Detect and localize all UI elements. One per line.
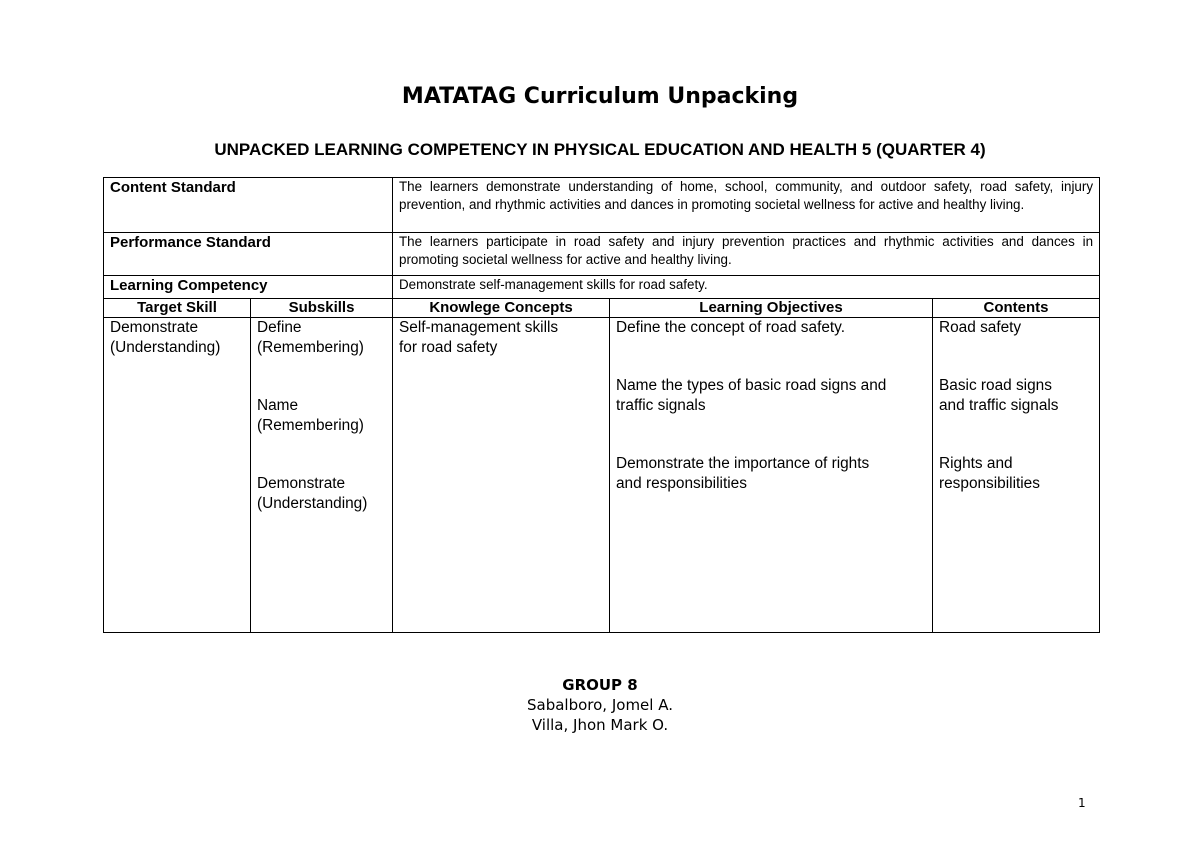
content-item: Rights and responsibilities [939,455,1040,492]
target-skill: Demonstrate (Understanding) [110,319,221,356]
header-contents: Contents [933,299,1100,318]
subskill-item: Define (Remembering) [257,319,364,356]
group-block [0,675,1200,735]
document-subtitle: UNPACKED LEARNING COMPETENCY IN PHYSICAL EDUCATION AND HEALTH 5 (QUARTER 4) [214,140,986,159]
contents-cell [933,318,1100,633]
subskill-item: Demonstrate (Understanding) [257,475,368,512]
content-standard-value: The learners demonstrate understanding of home, school, community, and outdoor safety, road safety, injury prevention, and rhythmic activities and dances in promoting societal wellness for active and healthy living. [393,178,1100,233]
content-item: Road safety [939,319,1022,336]
performance-standard-row [104,233,1100,276]
group-name: GROUP 8 [562,676,638,694]
learning-competency-label: Learning Competency [104,276,393,299]
header-knowledge-concepts: Knowlege Concepts [393,299,610,318]
page-number: 1 [1078,796,1086,810]
competency-table [103,177,1100,633]
content-item: Basic road signs and traffic signals [939,377,1059,414]
learning-competency-row [104,276,1100,299]
document-title: MATATAG Curriculum Unpacking [401,84,799,109]
learning-objective: Define the concept of road safety. [616,319,846,336]
group-member: Villa, Jhon Mark O. [531,716,669,734]
performance-standard-label: Performance Standard [104,233,393,276]
learning-objectives-cell [610,318,933,633]
learning-objective: Demonstrate the importance of rights and responsibilities [616,455,870,492]
performance-standard-value: The learners participate in road safety and injury prevention practices and rhythmic activities and dances in promoting societal wellness for active and healthy living. [393,233,1100,276]
learning-competency-value: Demonstrate self-management skills for road safety. [393,276,1100,299]
group-member: Sabalboro, Jomel A. [527,696,673,714]
header-learning-objectives: Learning Objectives [610,299,933,318]
table-body-row [104,318,1100,633]
content-standard-row [104,178,1100,233]
header-subskills: Subskills [251,299,393,318]
subskills-cell [251,318,393,633]
subskill-item: Name (Remembering) [257,397,364,434]
content-standard-label: Content Standard [104,178,393,233]
learning-objective: Name the types of basic road signs and traffic signals [616,377,887,414]
column-header-row [104,299,1100,318]
knowledge-concepts-cell [393,318,610,633]
header-target-skill: Target Skill [104,299,251,318]
knowledge-concept: Self-management skills for road safety [399,319,559,356]
target-skill-cell [104,318,251,633]
